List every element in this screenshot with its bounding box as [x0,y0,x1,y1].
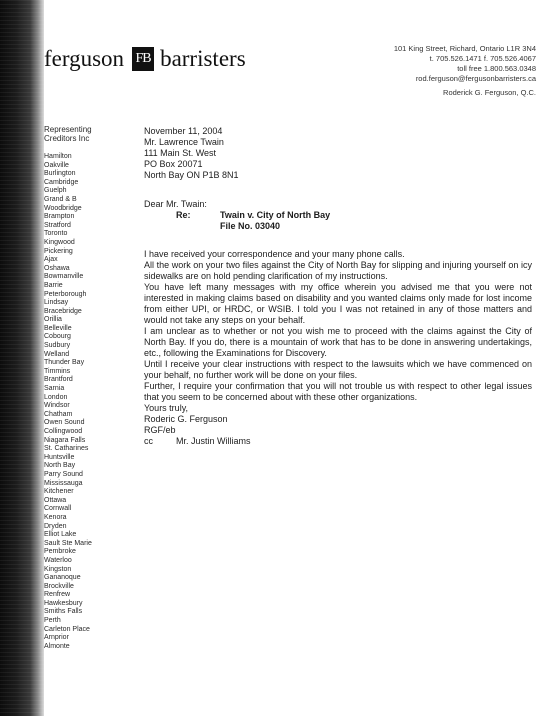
sidebar-location: Ajax [44,256,58,264]
cc-line [144,436,532,447]
sidebar-location: Waterloo [44,556,72,564]
body-paragraph: I am unclear as to whether or not you wish me to proceed with the claims against the City of North Bay. If you do, there is a mountain of work that has to be done in answering undertakings, etc., following the Examinations for Discovery. [144,326,532,358]
sidebar-list [44,153,100,651]
sidebar-location: Thunder Bay [44,359,85,367]
sidebar-location: Cobourg [44,333,71,341]
logo-mark: FB [132,47,154,71]
sidebar-location: Timmins [44,367,71,375]
logo-right-text: barristers [160,46,246,71]
sidebar-heading-line: Creditors Inc [44,134,90,143]
sidebar-location: Huntsville [44,453,75,461]
address-line: Mr. Lawrence Twain [144,137,224,147]
contact-line: 101 King Street, Richard, Ontario L1R 3N4 [393,44,536,53]
sidebar-location: Windsor [44,402,70,410]
signer-name: Roderic G. Ferguson [144,414,228,424]
sidebar-location: Kingwood [44,238,75,246]
sidebar-location: Smiths Falls [44,608,83,616]
sidebar-location: London [44,393,68,401]
sidebar-location: Belleville [44,324,72,332]
partner-name: Roderick G. Ferguson, Q.C. [443,88,536,97]
contact-line: toll free 1.800.563.0348 [457,64,536,73]
sidebar-location: Kingston [44,565,72,573]
sidebar-location: Ottawa [44,496,67,504]
sidebar-location: Gananoque [44,574,81,582]
sidebar-location: Mississauga [44,479,83,487]
sidebar-heading [44,125,100,143]
sidebar-location: Brampton [44,213,75,221]
body-paragraph: All the work on your two files against the City of North Bay for slipping and injuring yourself on icy sidewalks are on hold pending clarification of my instructions. [144,260,532,281]
address-line: North Bay ON P1B 8N1 [144,170,239,180]
body-paragraph: Further, I require your confirmation that you will not trouble us with respect to other legal issues that you seem to be concerned about with these other organizations. [144,381,532,402]
sidebar-locations [44,125,100,651]
sidebar-location: Kenora [44,513,67,521]
sidebar-location: Niagara Falls [44,436,86,444]
address-line: PO Box 20071 [144,159,203,169]
cc-recipient: Mr. Justin Williams [176,436,251,446]
sidebar-location: Burlington [44,170,76,178]
sidebar-location: Kitchener [44,488,74,496]
sidebar-location: Peterborough [44,290,87,298]
sidebar-location: Hamilton [44,153,72,160]
sidebar-location: Hawkesbury [44,599,83,607]
sidebar-location: Stratford [44,221,71,229]
sidebar-location: Oakville [44,161,69,169]
sidebar-location: North Bay [44,462,76,470]
address-line: 111 Main St. West [144,148,217,158]
sidebar-location: Pickering [44,247,73,255]
sidebar-location: Orillia [44,316,62,324]
sidebar-location: Renfrew [44,591,71,599]
recipient-address [144,137,532,181]
sidebar-location: Guelph [44,187,67,195]
sidebar-location: St. Catharines [44,445,89,453]
firm-logo [44,46,246,72]
re-subject: Twain v. City of North Bay [220,210,331,220]
sidebar-location: Bowmanville [44,273,84,281]
sidebar-location: Dryden [44,522,67,530]
sidebar-location: Pembroke [44,548,76,556]
sidebar-location: Collingwood [44,428,83,435]
re-content [220,210,330,232]
logo-left-text: ferguson [44,46,125,71]
sidebar-location: Toronto [44,230,68,238]
re-line [176,210,532,232]
sidebar-location: Chatham [44,410,73,418]
letter-date: November 11, 2004 [144,126,223,136]
sidebar-location: Lindsay [44,299,69,307]
letter-body [144,126,532,447]
sidebar-location: Cornwall [44,505,72,513]
sidebar-location: Parry Sound [44,470,83,478]
sidebar-location: Woodbridge [44,204,82,212]
contact-email: rod.ferguson@fergusonbarristers.ca [415,74,536,83]
salutation: Dear Mr. Twain: [144,199,207,209]
re-label: Re: [176,210,191,220]
binding-grain [0,0,44,716]
sidebar-location: Grand & B [44,195,77,203]
sidebar-location: Welland [44,350,70,358]
sidebar-location: Brantford [44,376,73,384]
re-file-number: File No. 03040 [220,221,281,231]
sidebar-heading-line: Representing [44,125,92,134]
sidebar-location: Bracebridge [44,307,82,315]
sidebar-location: Brockville [44,582,74,590]
sidebar-location: Elliot Lake [44,531,77,539]
sidebar-location: Oshawa [44,264,70,272]
reference-initials: RGF/eb [144,425,176,435]
letterhead-contact [394,44,536,98]
cc-label: cc [144,436,153,446]
sidebar-location: Sarnia [44,385,65,393]
sidebar-location: Carleton Place [44,625,90,633]
sidebar-location: Sudbury [44,342,71,350]
sidebar-location: Barrie [44,281,63,289]
sidebar-location: Perth [44,617,61,625]
sidebar-location: Cambridge [44,178,79,186]
sidebar-location: Almonte [44,642,70,650]
sidebar-location: Sault Ste Marie [44,539,92,547]
body-paragraph: Until I receive your clear instructions with respect to the lawsuits which we have commenced on your behalf, no further work will be done on your files. [144,359,532,380]
body-paragraph: You have left many messages with my office wherein you advised me that you were not interested in making claims based on disability and you wanted claims only made for lost income from either UPI, or HRDC, or WSIB. I told you I was not retained in any of those matters and would not take any steps on your behalf. [144,282,532,325]
body-paragraph: I have received your correspondence and your many phone calls. [144,249,405,259]
sidebar-location: Owen Sound [44,419,85,427]
sidebar-location: Arnprior [44,634,69,642]
closing: Yours truly, [144,403,189,413]
contact-line: t. 705.526.1471 f. 705.526.4067 [429,54,536,63]
